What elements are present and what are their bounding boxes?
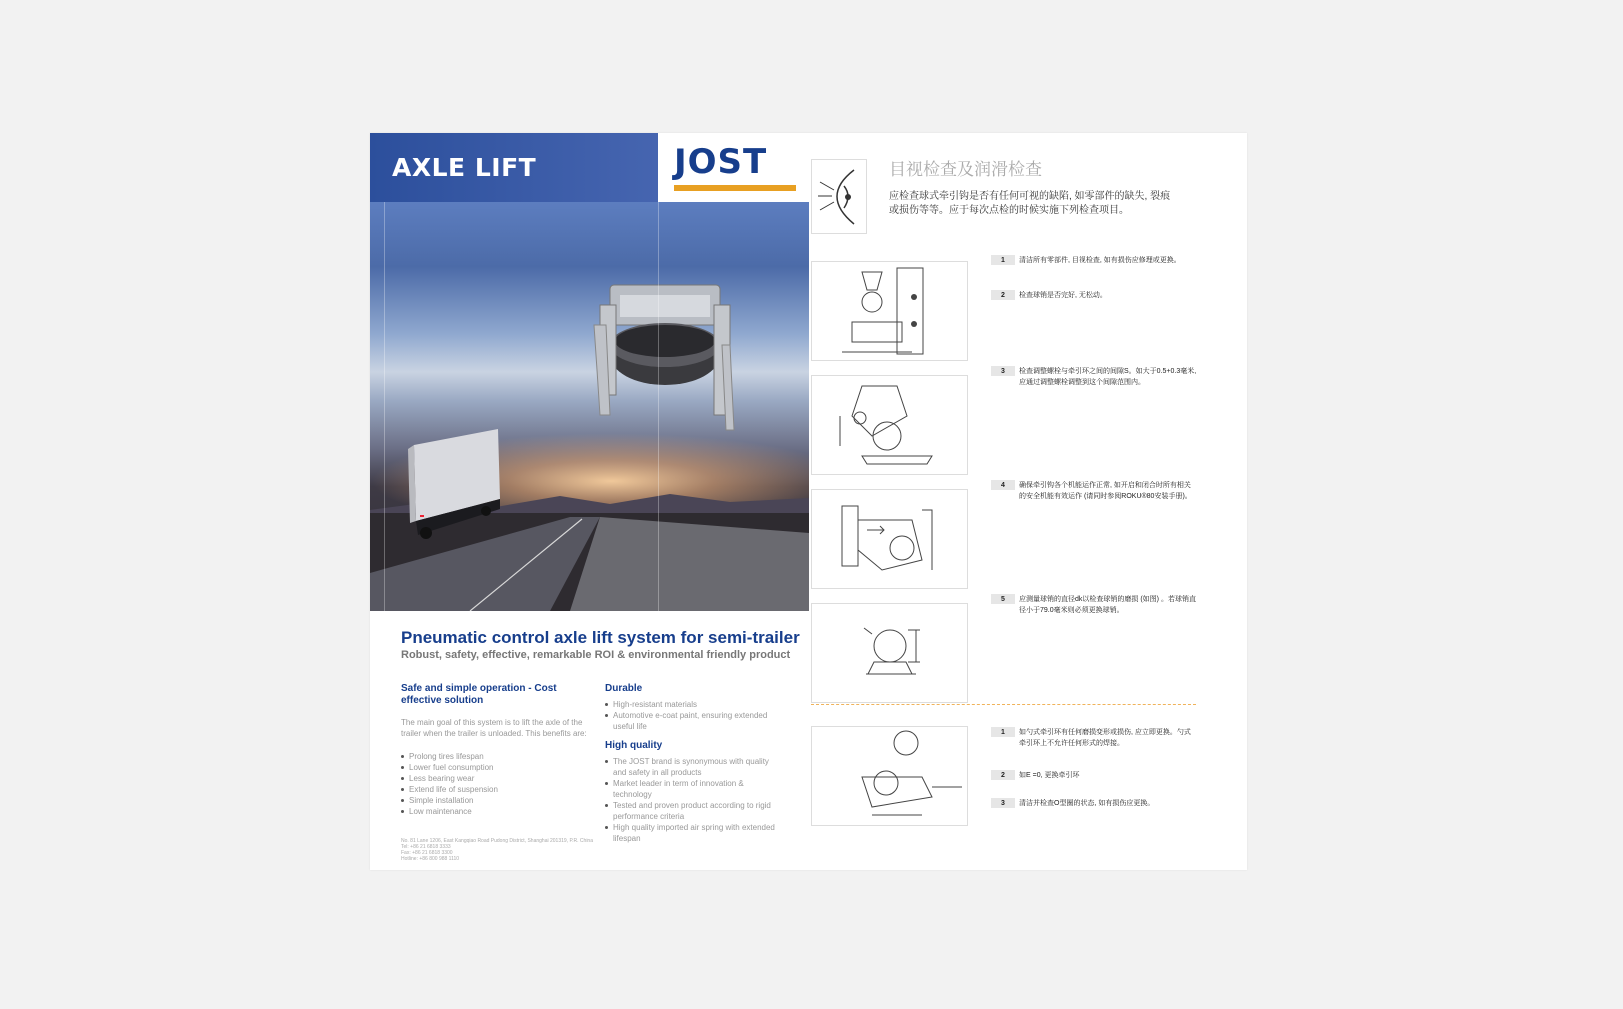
step-text: 清洁并检查O型圈的状态, 如有损伤应更换。 xyxy=(1019,800,1155,807)
step-number: 2 xyxy=(991,290,1015,300)
features-column xyxy=(605,683,783,844)
benefits-column xyxy=(401,683,591,817)
list-item: Lower fuel consumption xyxy=(401,762,591,773)
logo-text: JOST xyxy=(674,142,768,182)
company-address xyxy=(401,838,593,862)
address-tel: Tel: +86 21 6818 3333 xyxy=(401,844,451,850)
headline: Pneumatic control axle lift system for semi-trailer xyxy=(401,628,800,647)
step-text: 确保牵引钩各个机能运作正常, 如开启和闭合时所有相关的安全机能有效运作 (请同时参阅ROKU®80安装手册)。 xyxy=(1019,482,1192,500)
step-text: 检查调整螺栓与牵引环之间的间隙S。如大于0.5+0.3毫米, 应通过调整螺栓调整到这个间隙范围内。 xyxy=(1019,368,1197,386)
diagram-coupling-front xyxy=(811,261,968,361)
frame-line xyxy=(658,202,659,611)
benefits-list xyxy=(401,751,591,817)
step-item xyxy=(991,290,1201,301)
left-page xyxy=(370,133,809,870)
frame-line xyxy=(384,202,385,611)
hero-image xyxy=(370,133,809,611)
step-text: 如勺式牵引环有任何磨损变形或损伤, 应立即更换。勺式牵引环上不允许任何形式的焊接。 xyxy=(1019,729,1191,747)
step-item xyxy=(991,480,1201,502)
step-item xyxy=(991,727,1201,749)
diagram-ball-diameter xyxy=(811,603,968,703)
list-item: High-resistant materials xyxy=(605,699,783,710)
step-item xyxy=(991,770,1201,781)
diagram-safety-functions xyxy=(811,489,968,589)
step-number: 5 xyxy=(991,594,1015,604)
address-line: No. 81 Lane 1206, East Kangqiao Road Pudong District, Shanghai 201319, P.R. China xyxy=(401,838,593,844)
list-item: Less bearing wear xyxy=(401,773,591,784)
step-item xyxy=(991,255,1201,266)
list-item: Tested and proven product according to rigid performance criteria xyxy=(605,800,783,822)
step-number: 2 xyxy=(991,770,1015,780)
step-number: 1 xyxy=(991,727,1015,737)
page-title: 目视检查及润滑检查 xyxy=(889,160,1042,179)
logo-underline xyxy=(674,185,796,191)
subheadline: Robust, safety, effective, remarkable ROI & environmental friendly product xyxy=(401,649,791,661)
eye-inspection-icon xyxy=(811,159,867,234)
truck-graphic xyxy=(406,425,504,543)
step-item xyxy=(991,366,1201,388)
list-item: Simple installation xyxy=(401,795,591,806)
diagram-adjust-gap xyxy=(811,375,968,475)
axle-lift-product-image xyxy=(580,265,750,435)
col1-intro: The main goal of this system is to lift the axle of the trailer when the trailer is unloaded. This benefits are: xyxy=(401,718,587,738)
address-fax: Fax: +86 21 6818 3300 xyxy=(401,850,453,856)
list-item: Prolong tires lifespan xyxy=(401,751,591,762)
step-number: 3 xyxy=(991,366,1015,376)
step-text: 如E =0, 更换牵引环 xyxy=(1019,772,1080,779)
step-item xyxy=(991,594,1201,616)
list-item: Extend life of suspension xyxy=(401,784,591,795)
hero-title: AXLE LIFT xyxy=(392,153,537,182)
step-number: 4 xyxy=(991,480,1015,490)
durable-heading: Durable xyxy=(605,683,643,694)
step-item xyxy=(991,798,1201,809)
list-item: High quality imported air spring with extended lifespan xyxy=(605,822,783,844)
step-number: 3 xyxy=(991,798,1015,808)
list-item: The JOST brand is synonymous with quality and safety in all products xyxy=(605,756,783,778)
col1-heading: Safe and simple operation - Cost effective solution xyxy=(401,683,557,706)
address-hotline: Hotline: +86 800 988 1110 xyxy=(401,856,460,862)
step-text: 检查球销是否完好, 无松动。 xyxy=(1019,292,1107,299)
page-description: 应检查球式牵引钩是否有任何可视的缺陷, 如零部件的缺失, 裂痕或损伤等等。应于每次点检的时候实施下列检查项目。 xyxy=(889,191,1171,216)
list-item: Market leader in term of innovation & technology xyxy=(605,778,783,800)
step-number: 1 xyxy=(991,255,1015,265)
list-item: Low maintenance xyxy=(401,806,591,817)
quality-heading: High quality xyxy=(605,740,663,751)
jost-logo xyxy=(658,133,809,202)
durable-list xyxy=(605,699,783,732)
step-text: 应测量球销的直径dk以检查球销的磨损 (如图) 。若球销直径小于79.0毫米则必须更换球销。 xyxy=(1019,596,1196,614)
right-page xyxy=(809,133,1247,870)
quality-list xyxy=(605,756,783,844)
diagram-towing-eye xyxy=(811,726,968,826)
brochure-spread xyxy=(370,133,1247,870)
section-divider xyxy=(811,704,1196,705)
step-text: 清洁所有零部件, 目视检查, 如有损伤应修理或更换。 xyxy=(1019,257,1181,264)
list-item: Automotive e-coat paint, ensuring extended useful life xyxy=(605,710,783,732)
